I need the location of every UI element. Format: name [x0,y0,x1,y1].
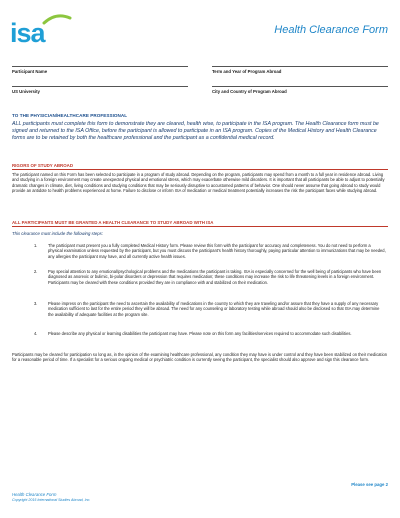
footer-copyright: Copyright 2015 International Studies Abroad, Inc. [12,498,91,502]
participant-name-line[interactable] [12,66,188,67]
footer-form-title: Health Clearance Form [12,492,57,497]
form-title: Health Clearance Form [274,24,388,36]
isa-logo [10,14,70,48]
clearance-divider [12,226,388,227]
us-university-line[interactable] [12,86,188,87]
clearance-heading: ALL PARTICIPANTS MUST BE GRANTED A HEALTH CLEARANCE TO STUDY ABROAD WITH ISA [12,220,214,225]
clearance-item: The participant must present you a fully completed Medical History form. Please review this form with the participant for accuracy and completeness. You do not need to perform a physical examination unless requested by the participant, but you must discuss the participant's health history thoroughly, paying particular attention to immunizations that may be needed, any allergies the participant may have, and all currently active health issues. [48,243,386,259]
term-year-label: Term and Year of Program Abroad [212,69,282,74]
term-year-line[interactable] [212,66,388,67]
city-country-label: City and Country of Program Abroad [212,89,287,94]
see-page-note: Please see page 2 [351,482,388,487]
rigors-heading: RIGORS OF STUDY ABROAD [12,163,73,168]
item-number: 3. [34,301,38,306]
intro-paragraph: ALL participants must complete this form to demonstrate they are cleared, health wise, to participate in the ISA program. The Health Clearance form must be signed and returned to the ISA Office, before the participant is allowed to participate in an ISA program. Copies of the Medical History and Health Clearance forms are to be retained by both the healthcare professional and the participant as a confidential medical record. [12,121,379,142]
clearance-item: Pay special attention to any emotional/psychological problems and the medications the participant is taking. ISA is especially concerned for the well being of participants who have been diagnosed as anorexic or bulimic, bi-polar disorders or depression that requires medication; these conditions may increase the risk to life threatening levels in a foreign environment. Participants may be cleared with these conditions provided they are in compliance with and stabilized on their medication. [48,269,382,285]
city-country-line[interactable] [212,86,388,87]
clearance-closing-paragraph: Participants may be cleared for participation so long as, in the opinion of the examining healthcare professional, any condition they may have is under control and they have been stabilized on their medication for a reasonable period of time. If a specialist for a serious ongoing medical or psychiatric condition is currently seeing the participant, the specialist should also approve and sign this clearance form. [12,352,388,363]
participant-name-label: Participant Name [12,69,48,74]
clearance-item: Please impress on the participant the need to ascertain the availability of medications in the country to which they are traveling and/or assure that they have a supply of any necessary medication sufficient to last for the entire period they will be abroad. The need for any counseling or laboratory testing while abroad should also be disclosed so that ISA may determine the availability of adequate facilities at the program site. [48,301,380,317]
rigors-divider [12,169,388,170]
intro-heading: TO THE PHYSICIAN/HEALTHCARE PROFESSIONAL [12,113,128,118]
clearance-item: Please describe any physical or learning disabilities the participant may have. Please note on this form any facilities/services required to accommodate such disabilities. [48,331,352,336]
logo-wordmark: isa [10,18,45,48]
item-number: 1. [34,243,38,248]
us-university-label: US University [12,89,40,94]
item-number: 4. [34,331,38,336]
rigors-paragraph: The participant named on this Form has been selected to participate in a program of study abroad. Depending on the program, participants may spend from a month to a full year in residence abroad. Living and studying in a foreign environment may create unexpected physical and emotional stress, which may exacerbate otherwise mild disorders. It is important that all participants be able to adjust to potentially dramatic changes in climate, diet, living conditions and studying conditions that may be seriously disruptive to accustomed patterns of behavior. One should never assume that going abroad to study would provide an antidote to health problems experienced at home. Failure to disclose or inform ISA of medication or medical treatment potentially increases the risk the participant faces while studying abroad. [12,172,385,193]
item-number: 2. [34,269,38,274]
clearance-subhead: This clearance must include the following steps: [12,231,103,236]
